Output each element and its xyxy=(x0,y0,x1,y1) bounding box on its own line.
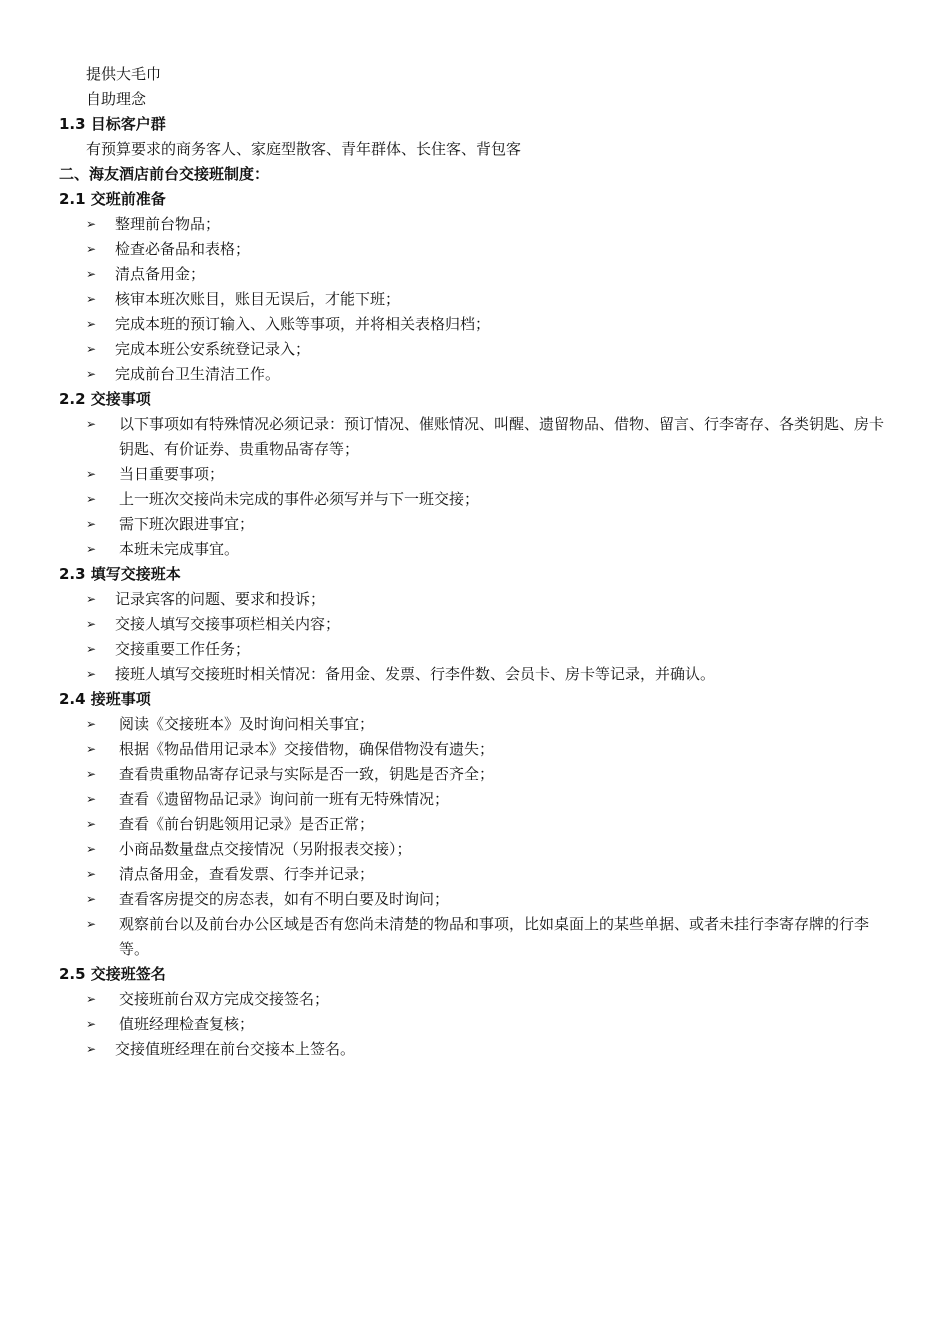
list-item xyxy=(0,987,950,1012)
list-item-text: 上一班次交接尚未完成的事件必须写并与下一班交接； xyxy=(119,490,480,508)
list-item-text: 查看贵重物品寄存记录与实际是否一致，钥匙是否齐全； xyxy=(119,765,495,783)
section-heading-2-1: 2.1 交班前准备 xyxy=(59,190,166,208)
list-item-text: 交接值班经理在前台交接本上签名。 xyxy=(115,1040,356,1058)
list-item xyxy=(0,487,950,512)
section-heading-1-3: 1.3 目标客户群 xyxy=(59,115,166,133)
list-item xyxy=(0,737,950,762)
list-item-text: 当日重要事项； xyxy=(119,465,225,483)
bullet-arrow-icon: ➢ xyxy=(86,667,97,681)
bullet-arrow-icon: ➢ xyxy=(86,892,97,906)
list-item-text: 根据《物品借用记录本》交接借物，确保借物没有遗失； xyxy=(119,740,495,758)
chapter-heading-2: 二、海友酒店前台交接班制度： xyxy=(59,165,270,183)
list-item xyxy=(0,887,950,912)
bullet-arrow-icon: ➢ xyxy=(86,267,97,281)
list-item-text: 小商品数量盘点交接情况（另附报表交接）； xyxy=(119,840,412,858)
list-item xyxy=(0,237,950,262)
bullet-arrow-icon: ➢ xyxy=(86,242,97,256)
bullet-arrow-icon: ➢ xyxy=(86,742,97,756)
section-heading-2-5: 2.5 交接班签名 xyxy=(59,965,166,983)
bullet-arrow-icon: ➢ xyxy=(86,792,97,806)
section-heading-2-4: 2.4 接班事项 xyxy=(59,690,151,708)
bullet-arrow-icon: ➢ xyxy=(86,367,97,381)
list-item-text: 阅读《交接班本》及时询问相关事宜； xyxy=(119,715,375,733)
list-item xyxy=(0,287,950,312)
bullet-arrow-icon: ➢ xyxy=(86,592,97,606)
list-item xyxy=(0,587,950,612)
list-item xyxy=(0,537,950,562)
bullet-arrow-icon: ➢ xyxy=(86,317,97,331)
bullet-arrow-icon: ➢ xyxy=(86,492,97,506)
list-item xyxy=(0,412,950,462)
list-item-text: 记录宾客的问题、要求和投诉； xyxy=(115,590,326,608)
list-item-text: 核审本班次账目，账目无误后，才能下班； xyxy=(115,290,401,308)
list-item-text: 交接班前台双方完成交接签名； xyxy=(119,990,330,1008)
bullet-arrow-icon: ➢ xyxy=(86,917,97,931)
list-item-text: 完成本班的预订输入、入账等事项，并将相关表格归档； xyxy=(115,315,491,333)
bullet-arrow-icon: ➢ xyxy=(86,642,97,656)
list-item xyxy=(0,1012,950,1037)
list-item xyxy=(0,787,950,812)
bullet-arrow-icon: ➢ xyxy=(86,417,97,431)
bullet-arrow-icon: ➢ xyxy=(86,1042,97,1056)
list-item-text: 清点备用金； xyxy=(115,265,206,283)
bullet-arrow-icon: ➢ xyxy=(86,467,97,481)
bullet-arrow-icon: ➢ xyxy=(86,992,97,1006)
list-item xyxy=(0,512,950,537)
bullet-arrow-icon: ➢ xyxy=(86,717,97,731)
list-item xyxy=(0,362,950,387)
list-item-text: 交接人填写交接事项栏相关内容； xyxy=(115,615,341,633)
bullet-arrow-icon: ➢ xyxy=(86,617,97,631)
bullet-arrow-icon: ➢ xyxy=(86,817,97,831)
intro-line: 自助理念 xyxy=(86,90,147,108)
list-item-text: 完成前台卫生清洁工作。 xyxy=(115,365,281,383)
list-item xyxy=(0,312,950,337)
list-item xyxy=(0,812,950,837)
list-item-text: 接班人填写交接班时相关情况：备用金、发票、行李件数、会员卡、房卡等记录，并确认。 xyxy=(115,665,716,683)
bullet-arrow-icon: ➢ xyxy=(86,517,97,531)
bullet-arrow-icon: ➢ xyxy=(86,842,97,856)
list-item xyxy=(0,262,950,287)
list-item-text: 整理前台物品； xyxy=(115,215,221,233)
list-item xyxy=(0,662,950,687)
list-item xyxy=(0,212,950,237)
bullet-arrow-icon: ➢ xyxy=(86,767,97,781)
list-item-text: 检查必备品和表格； xyxy=(115,240,251,258)
list-item-text: 交接重要工作任务； xyxy=(115,640,251,658)
list-item-text: 查看客房提交的房态表，如有不明白要及时询问； xyxy=(119,890,450,908)
document-body xyxy=(0,62,950,1062)
list-item-text: 值班经理检查复核； xyxy=(119,1015,255,1033)
list-item xyxy=(0,862,950,887)
list-item-text: 本班未完成事宜。 xyxy=(119,540,240,558)
list-item-text: 查看《遗留物品记录》询问前一班有无特殊情况； xyxy=(119,790,450,808)
list-item xyxy=(0,912,950,962)
bullet-arrow-icon: ➢ xyxy=(86,1017,97,1031)
section-heading-2-2: 2.2 交接事项 xyxy=(59,390,151,408)
bullet-arrow-icon: ➢ xyxy=(86,342,97,356)
list-item xyxy=(0,1037,950,1062)
bullet-arrow-icon: ➢ xyxy=(86,542,97,556)
list-item-text: 完成本班公安系统登记录入； xyxy=(115,340,311,358)
bullet-arrow-icon: ➢ xyxy=(86,217,97,231)
list-item xyxy=(0,712,950,737)
target-customers-text: 有预算要求的商务客人、家庭型散客、青年群体、长住客、背包客 xyxy=(86,140,522,158)
bullet-arrow-icon: ➢ xyxy=(86,292,97,306)
list-item-text: 查看《前台钥匙领用记录》是否正常； xyxy=(119,815,375,833)
list-item-text: 清点备用金，查看发票、行李并记录； xyxy=(119,865,375,883)
list-item xyxy=(0,612,950,637)
list-item-text: 需下班次跟进事宜； xyxy=(119,515,255,533)
list-item xyxy=(0,462,950,487)
bullet-arrow-icon: ➢ xyxy=(86,867,97,881)
section-heading-2-3: 2.3 填写交接班本 xyxy=(59,565,181,583)
intro-line: 提供大毛巾 xyxy=(86,65,162,83)
list-item-text: 观察前台以及前台办公区域是否有您尚未清楚的物品和事项，比如桌面上的某些单据、或者未挂行李寄存牌的行李等。 xyxy=(119,915,870,958)
list-item xyxy=(0,637,950,662)
list-item xyxy=(0,837,950,862)
list-item xyxy=(0,762,950,787)
list-item xyxy=(0,337,950,362)
list-item-text: 以下事项如有特殊情况必须记录：预订情况、催账情况、叫醒、遗留物品、借物、留言、行李寄存、各类钥匙、房卡钥匙、有价证券、贵重物品寄存等； xyxy=(119,415,885,458)
